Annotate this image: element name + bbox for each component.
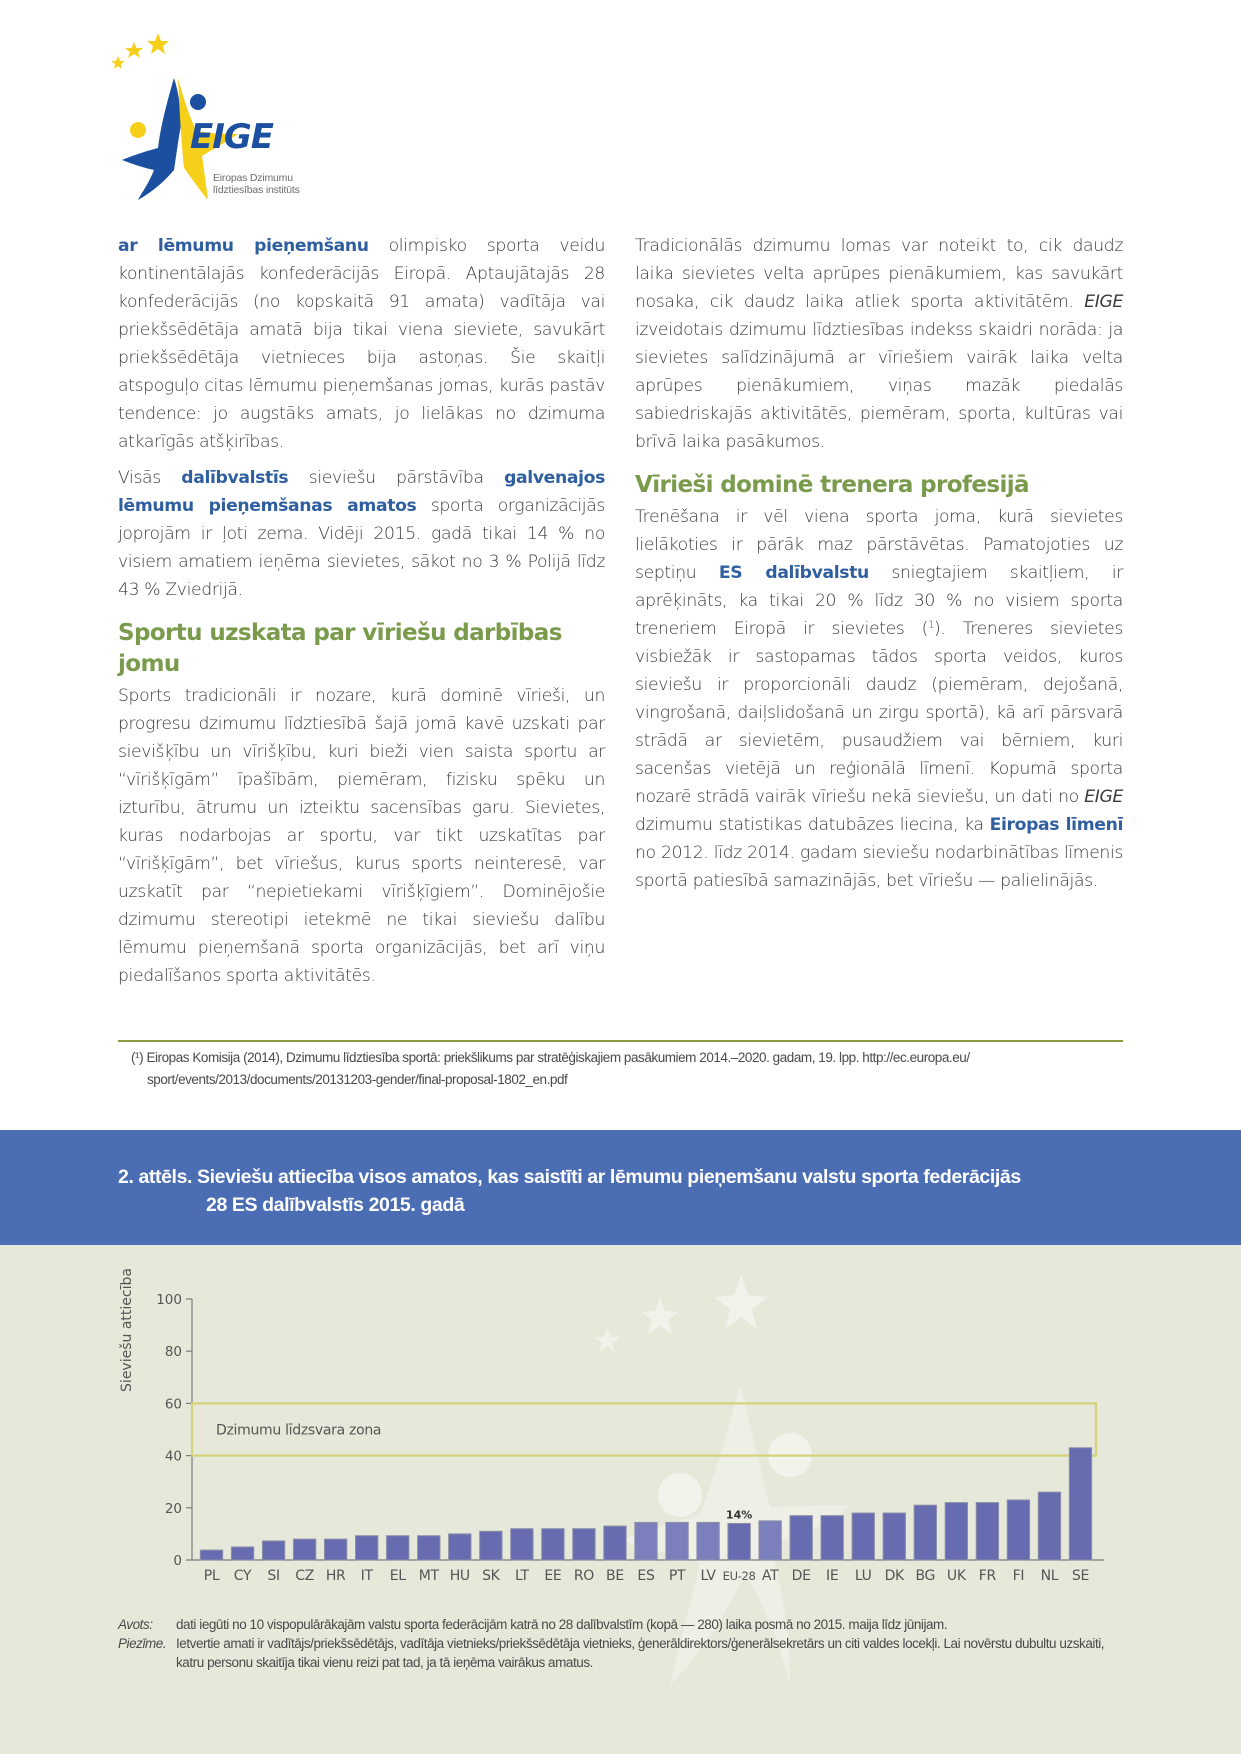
bar-mt <box>418 1536 440 1560</box>
bar-lu <box>852 1513 874 1560</box>
section-heading: Vīrieši dominē trenera profesijā <box>635 472 1029 498</box>
paragraph <box>118 232 605 456</box>
bar-chart <box>0 1245 1241 1754</box>
note-label: Piezīme. <box>118 1636 167 1651</box>
yellow-head-icon <box>190 94 206 110</box>
paragraph-text: dzimumu statistikas datubāzes liecina, ka <box>635 815 990 835</box>
x-tick-label: AT <box>761 1568 779 1584</box>
x-tick-label: LU <box>854 1568 872 1584</box>
bar-at <box>759 1521 781 1560</box>
paragraph-text: Trenēšana ir vēl viena sporta joma, kurā sievietes lielākoties ir pārāk maz pārstāvētas. Pamatojoties uz septiņu <box>635 507 1123 583</box>
x-tick-label: MT <box>418 1568 439 1584</box>
balance-zone-label: Dzimumu līdzsvara zona <box>216 1422 382 1439</box>
bar-se <box>1069 1448 1091 1560</box>
figure-title-line1: 2. attēls. Sieviešu attiecība visos amatos, kas saistīti ar lēmumu pieņemšanu valstu sporta federācijās <box>118 1166 1021 1188</box>
figure-title <box>118 1163 1168 1219</box>
bar-fr <box>976 1503 998 1560</box>
eige-italic: EIGE <box>1084 787 1123 807</box>
left-column <box>118 232 605 998</box>
x-tick-label: DE <box>791 1568 811 1584</box>
figure-notes <box>118 1615 1128 1672</box>
bar-ee <box>542 1529 564 1560</box>
x-tick-label: HR <box>325 1568 346 1584</box>
x-tick-label: BG <box>915 1568 936 1584</box>
bar-nl <box>1038 1492 1060 1560</box>
watermark-star-icon <box>714 1275 768 1329</box>
x-tick-label: UK <box>946 1568 966 1584</box>
balance-zone <box>192 1403 1096 1455</box>
small-star-icon <box>147 33 169 54</box>
logo-subtitle-line1: Eiropas Dzimumu <box>213 172 293 184</box>
x-tick-label: EL <box>389 1568 406 1584</box>
watermark-star-icon <box>594 1327 620 1352</box>
right-column <box>635 232 1123 903</box>
x-tick-labels <box>204 1568 1089 1584</box>
y-axis-label: Sieviešu attiecība <box>119 1268 135 1392</box>
blue-figure-icon <box>122 78 182 200</box>
link-decision-making[interactable]: ar lēmumu pieņemšanu <box>118 236 369 256</box>
figure-title-line2: 28 ES dalībvalstīs 2015. gadā <box>206 1194 465 1216</box>
bar-dk <box>883 1513 905 1560</box>
paragraph-text: Visās <box>118 468 182 488</box>
link-key-decision-positions[interactable]: galvenajos lēmumu pieņemšanas amatos <box>118 468 605 516</box>
footnote-marker: (¹) <box>131 1050 144 1065</box>
x-tick-label: SE <box>1071 1568 1090 1584</box>
x-tick-label: BE <box>606 1568 624 1584</box>
paragraph-text: no 2012. līdz 2014. gadam sieviešu nodarbinātības līmenis sportā patiesībā samazinājās, bet vīriešu — palielinājās. <box>635 843 1123 891</box>
bar-pl <box>200 1550 222 1560</box>
x-tick-label: FR <box>978 1568 996 1584</box>
bar-el <box>387 1536 409 1560</box>
bar-bg <box>914 1505 936 1560</box>
paragraph <box>635 503 1123 895</box>
x-tick-label: SK <box>482 1568 500 1584</box>
note-row <box>118 1634 1128 1672</box>
x-tick-label: RO <box>573 1568 595 1584</box>
footnote-ref[interactable]: 1 <box>928 619 935 631</box>
bar-ro <box>573 1529 595 1560</box>
bar-lv <box>697 1522 719 1560</box>
bar-eu-28 <box>728 1523 750 1560</box>
logo-subtitle <box>213 172 300 196</box>
footnote-text: Eiropas Komisija (2014), Dzimumu līdztiesība sportā: priekšlikums par stratēģiskajiem pasākumiem 2014.–2020. gadam, 19. lpp. http://ec.europa.eu/ <box>143 1050 970 1065</box>
figure-panel <box>0 1245 1241 1754</box>
paragraph <box>118 464 605 604</box>
footnote <box>131 1047 1126 1091</box>
bar-pt <box>666 1522 688 1560</box>
bar-sk <box>480 1531 502 1560</box>
x-tick-label: PT <box>668 1568 686 1584</box>
paragraph-text: sporta organizācijās joprojām ir ļoti zema. Vidēji 2015. gadā tikai 14 % no visiem amatiem ieņēma sievietes, sākot no 3 % Polijā līdz 43 % Zviedrijā. <box>118 496 605 600</box>
bar-fi <box>1007 1500 1029 1560</box>
figure-header <box>0 1130 1241 1245</box>
paragraph-text: Tradicionālās dzimumu lomas var noteikt to, cik daudz laika sievietes velta aprūpes pienākumiem, kas savukārt nosaka, cik daudz laika atliek sporta aktivitātēm. <box>635 236 1123 312</box>
watermark-head-icon <box>658 1473 702 1517</box>
link-european-level[interactable]: Eiropas līmenī <box>989 815 1123 835</box>
x-tick-label: NL <box>1040 1568 1059 1584</box>
bar-ie <box>821 1516 843 1560</box>
source-label: Avots: <box>118 1617 153 1632</box>
y-tick-label: 80 <box>164 1344 182 1361</box>
y-tick-label: 20 <box>164 1500 182 1517</box>
bar-hr <box>324 1539 346 1560</box>
logo-wordmark: EIGE <box>190 117 274 157</box>
paragraph-text: ). Treneres sievietes visbiežāk ir sastopamas tādos sporta veidos, kuros sieviešu ir proporcionāli daudz (piemēram, dejošanā, vingrošanā, daiļslidošanā un zirgu sportā), kā arī pārsvarā strādā ar sievietēm, pusaudžiem vai bērniem, kuri sacenšas vietējā un reģionālā līmenī. Kopumā sporta nozarē strādā vairāk vīriešu nekā sieviešu, un dati no <box>635 619 1123 807</box>
paragraph-text: sieviešu pārstāvība <box>288 468 505 488</box>
footnote-url[interactable]: sport/events/2013/documents/20131203-gender/final-proposal-1802_en.pdf <box>147 1072 568 1087</box>
x-tick-label: HU <box>449 1568 470 1584</box>
link-member-states[interactable]: dalībvalstīs <box>181 468 289 488</box>
bar-si <box>262 1541 284 1560</box>
data-label-eu28: 14% <box>725 1508 753 1522</box>
small-star-icon <box>112 56 125 69</box>
x-tick-label: IT <box>360 1568 373 1584</box>
x-tick-label: CY <box>233 1568 252 1584</box>
bar-be <box>604 1526 626 1560</box>
bar-es <box>635 1522 657 1560</box>
bar-cy <box>231 1547 253 1560</box>
paragraph <box>635 232 1123 456</box>
x-tick-label: EU-28 <box>722 1569 756 1583</box>
bar-de <box>790 1516 812 1560</box>
y-tick-label: 100 <box>156 1292 182 1308</box>
x-tick-label: LV <box>700 1568 716 1584</box>
eige-italic: EIGE <box>1084 292 1123 312</box>
bar-lt <box>511 1529 533 1560</box>
y-tick-label: 40 <box>164 1448 182 1465</box>
y-tick-label: 60 <box>164 1396 182 1413</box>
logo-subtitle-line2: līdztiesības institūts <box>213 184 300 196</box>
x-tick-label: IE <box>826 1568 839 1584</box>
x-tick-label: FI <box>1012 1568 1025 1584</box>
bar-hu <box>449 1534 471 1560</box>
paragraph: Sports tradicionāli ir nozare, kurā dominē vīrieši, un progresu dzimumu līdztiesībā šajā jomā kavē uzskati par sievišķību un vīrišķību, kuri bieži vien saista sportu ar “vīrišķīgām” īpašībām, piemēram, fizisku spēku un izturību, ātrumu un izteiktu sacensības garu. Sievietes, kuras nodarbojas ar sportu, var tikt uzskatītas par “vīrišķīgām”, bet vīriešus, kurus sports neinteresē, var uzskatīt par “nepietiekami vīrišķīgiem”. Dominējošie dzimumu stereotipi ietekmē ne tikai sieviešu dalību lēmumu pieņemšanā sporta organizācijās, bet arī viņu piedalīšanos sporta aktivitātēs. <box>118 686 605 986</box>
x-tick-label: CZ <box>295 1568 315 1584</box>
bar-uk <box>945 1503 967 1560</box>
y-tick-label: 0 <box>173 1553 182 1569</box>
source-text: dati iegūti no 10 vispopulārākajām valstu sporta federācijām katrā no 28 dalībvalstīm (kopā — 280) laika posmā no 2015. maija līdz jūnijam. <box>176 1617 948 1632</box>
paragraph-text: izveidotais dzimumu līdztiesības indekss skaidri norāda: ja sievietes salīdzinājumā ar vīriešiem vairāk laika velta aprūpes pienākumiem, viņas mazāk piedalās sabiedriskajās aktivitātēs, piemēram, sporta, kultūras vai brīvā laika pasākumos. <box>635 320 1123 452</box>
x-tick-label: ES <box>637 1568 655 1584</box>
bar-it <box>356 1536 378 1560</box>
footnote-divider <box>118 1040 1123 1042</box>
bars <box>200 1448 1091 1560</box>
x-tick-label: PL <box>203 1568 220 1584</box>
blue-head-icon <box>130 122 146 138</box>
link-eu-member-states[interactable]: ES dalībvalstu <box>718 563 869 583</box>
note-text: Ietvertie amati ir vadītājs/priekšsēdētājs, vadītāja vietnieks/priekšsēdētāja vietnieks, ģenerāldirektors/ģenerālsekretārs un citi valdes locekļi. Lai novērstu dubultu uzskaiti, katru personu skaitīja tikai vienu reizi pat tad, ja tā ieņēma vairākus amatus. <box>176 1636 1105 1670</box>
x-tick-label: DK <box>884 1568 904 1584</box>
section-heading: Sportu uzskata par vīriešu darbības jomu <box>118 620 562 677</box>
paragraph-text: sniegtajiem skaitļiem, ir aprēķināts, ka tikai 20 % līdz 30 % no visiem sporta treneriem Eiropā ir sievietes ( <box>635 563 1123 639</box>
x-tick-label: SI <box>267 1568 280 1584</box>
small-star-icon <box>125 42 143 58</box>
x-tick-label: EE <box>544 1568 562 1584</box>
x-tick-label: LT <box>514 1568 529 1584</box>
y-tick-labels <box>156 1292 182 1569</box>
bar-cz <box>293 1539 315 1560</box>
source-row <box>118 1615 1128 1634</box>
paragraph-text: olimpisko sporta veidu kontinentālajās konfederācijās Eiropā. Aptaujātajās 28 konfederācijās (no kopskaitā 91 amata) vadītāja vai priekšsēdētāja amatā bija tikai viena sieviete, savukārt priekšsēdētāja vietnieces bija astoņas. Šie skaitļi atspoguļo citas lēmumu pieņemšanas jomas, kurās pastāv tendence: jo augstāks amats, jo lielākas no dzimuma atkarīgās atšķirības. <box>118 236 605 452</box>
watermark-star-icon <box>641 1297 679 1334</box>
